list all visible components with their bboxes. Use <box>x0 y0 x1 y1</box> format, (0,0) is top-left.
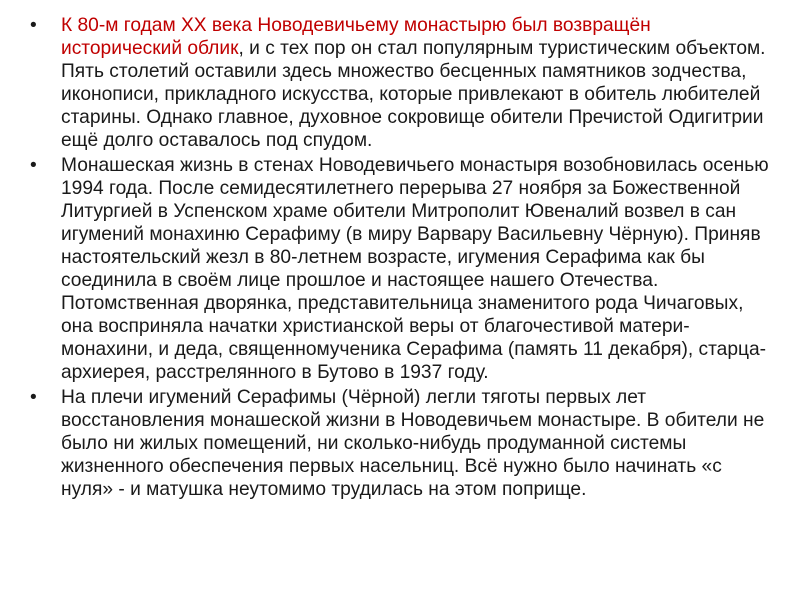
bullet-dot-icon: • <box>30 387 37 408</box>
bullet-list <box>30 14 770 501</box>
bullet-paragraph-1 <box>30 14 770 152</box>
bullet-paragraph-2 <box>30 154 770 384</box>
paragraph-1-highlight-text: К 80-м годам XX века Новодевичьему монастырю был возвращён исторический облик <box>61 15 651 59</box>
bullet-dot-icon: • <box>30 15 37 36</box>
paragraph-2-text: Монашеская жизнь в стенах Новодевичьего монастыря возобновилась осенью 1994 года. После семидесятилетнего перерыва 27 ноября за Божественной Литургией в Успенском храме обители Митрополит Ювеналий возвел в сан игумений монахиню Серафиму (в миру Варвару Васильевну Чёрную). Приняв настоятельский жезл в 80-летнем возрасте, игумения Серафима как бы соединила в своём лице прошлое и настоящее нашего Отечества. Потомственная дворянка, представительница знаменитого рода Чичаговых, она восприняла начатки христианской веры от благочестивой матери- монахини, и деда, священномученика Серафима (память 11 декабря), старца-архиерея, расстрелянного в Бутово в 1937 году. <box>61 155 769 383</box>
bullet-dot-icon: • <box>30 155 37 176</box>
paragraph-3-text: На плечи игумений Серафимы (Чёрной) легли тяготы первых лет восстановления монашеской жизни в Новодевичьем монастыре. В обители не было ни жилых помещений, ни сколько-нибудь продуманной системы жизненного обеспечения первых насельниц. Всё нужно было начинать «с нуля» - и матушка неутомимо трудилась на этом поприще. <box>61 387 765 500</box>
paragraph-1-text: , и с тех пор он стал популярным туристическим объектом. Пять столетий оставили здесь множество бесценных памятников зодчества, иконописи, прикладного искусства, которые привлекают в обитель любителей старины. Однако главное, духовное сокровище обители Пречистой Одигитрии ещё долго оставалось под спудом. <box>61 38 766 151</box>
bullet-paragraph-3 <box>30 386 770 501</box>
